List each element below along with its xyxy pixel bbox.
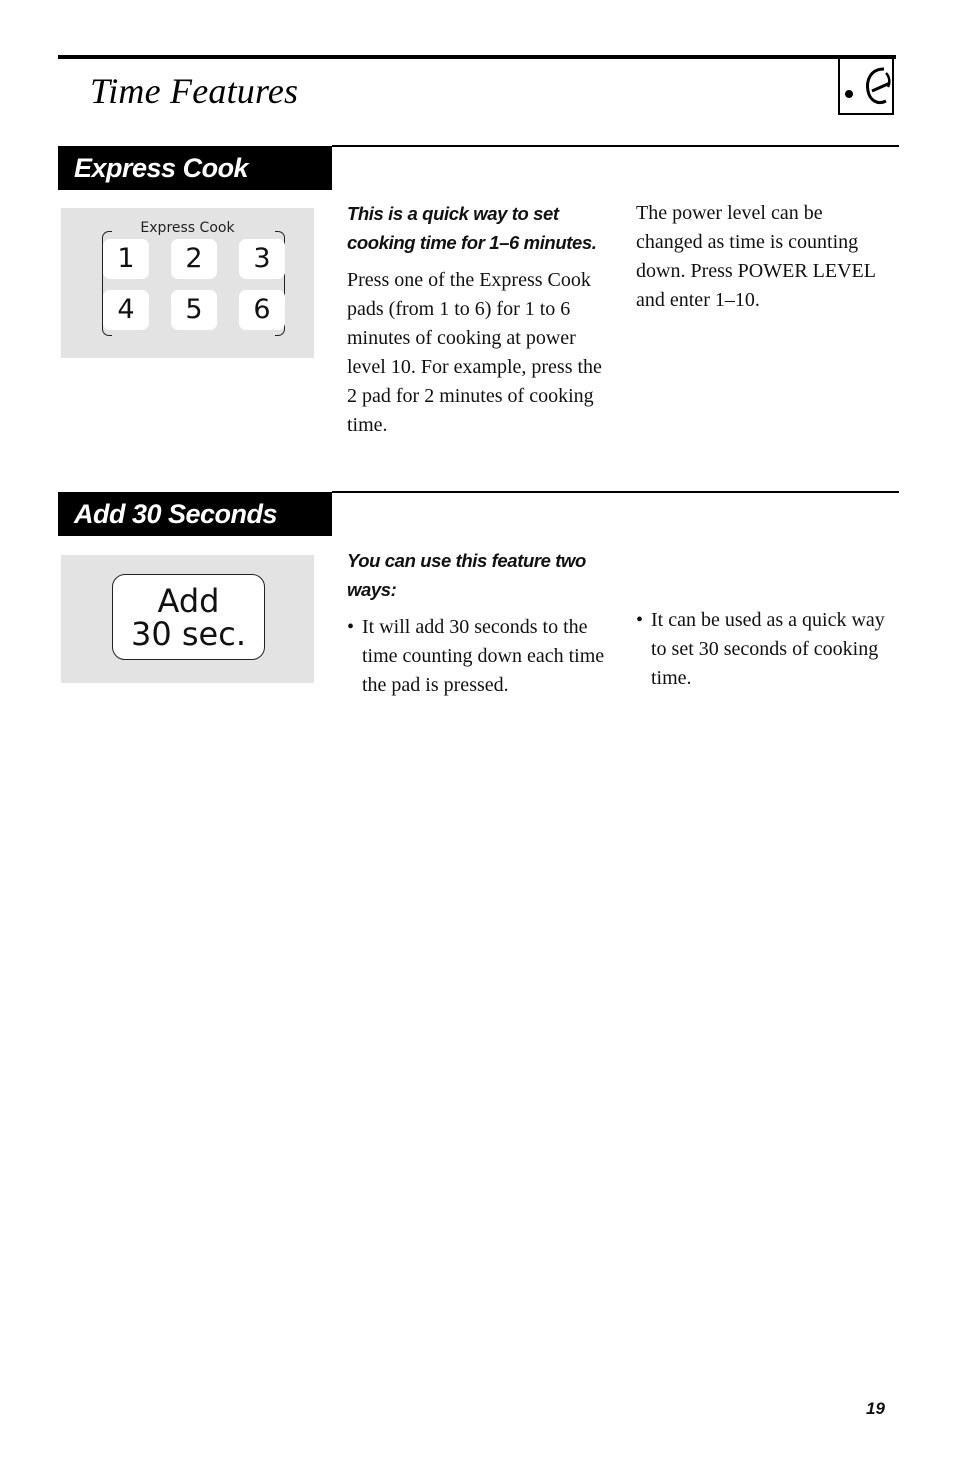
express-cook-main-column [347, 199, 615, 440]
section-rule [332, 491, 899, 493]
add-30-seconds-pad [112, 574, 265, 660]
section-header-add-30-seconds: Add 30 Seconds [58, 492, 332, 536]
express-cook-body: Press one of the Express Cook pads (from 1 to 6) for 1 to 6 minutes of cooking at power level 10. For example, press the 2 pad for 2 minutes of cooking time. [347, 269, 602, 436]
express-cook-key-5: 5 [171, 290, 217, 330]
page-title: Time Features [90, 71, 299, 111]
ge-monogram-icon [862, 63, 892, 111]
express-cook-side-note: The power level can be changed as time is counting down. Press POWER LEVEL and enter 1–10. [636, 202, 876, 311]
express-cook-key-1: 1 [103, 239, 149, 279]
top-rule [58, 55, 896, 59]
logo [838, 59, 894, 115]
express-cook-key-4: 4 [103, 290, 149, 330]
express-cook-side-column [636, 199, 886, 315]
add-pad-line-2: 30 sec. [130, 615, 246, 653]
bullet-dot: • [347, 616, 355, 638]
express-cook-key-6: 6 [239, 290, 285, 330]
add-30-bullet-2 [636, 606, 891, 693]
page-number: 19 [866, 1399, 885, 1418]
keypad-label: Express Cook [140, 220, 235, 236]
add-pad-line-1: Add [157, 582, 220, 620]
express-cook-keypad-illustration [61, 208, 314, 358]
add-30-lead: You can use this feature two ways: [347, 550, 586, 600]
express-cook-key-2: 2 [171, 239, 217, 279]
bullet-dot: • [636, 609, 644, 631]
section-rule [332, 145, 899, 147]
add-30-bullet-1-text: It will add 30 seconds to the time counting down each time the pad is pressed. [362, 616, 605, 696]
add-30-seconds-pad-illustration [61, 555, 314, 683]
add-30-bullet-1 [347, 613, 607, 700]
section-header-express-cook: Express Cook [58, 146, 332, 190]
express-cook-lead: This is a quick way to set cooking time for 1–6 minutes. [347, 203, 597, 253]
add-30-bullet-2-text: It can be used as a quick way to set 30 seconds of cooking time. [651, 609, 885, 689]
add-30-main-column [347, 546, 607, 700]
express-cook-key-3: 3 [239, 239, 285, 279]
logo-dot [845, 90, 853, 98]
add-30-side-column [636, 606, 891, 693]
